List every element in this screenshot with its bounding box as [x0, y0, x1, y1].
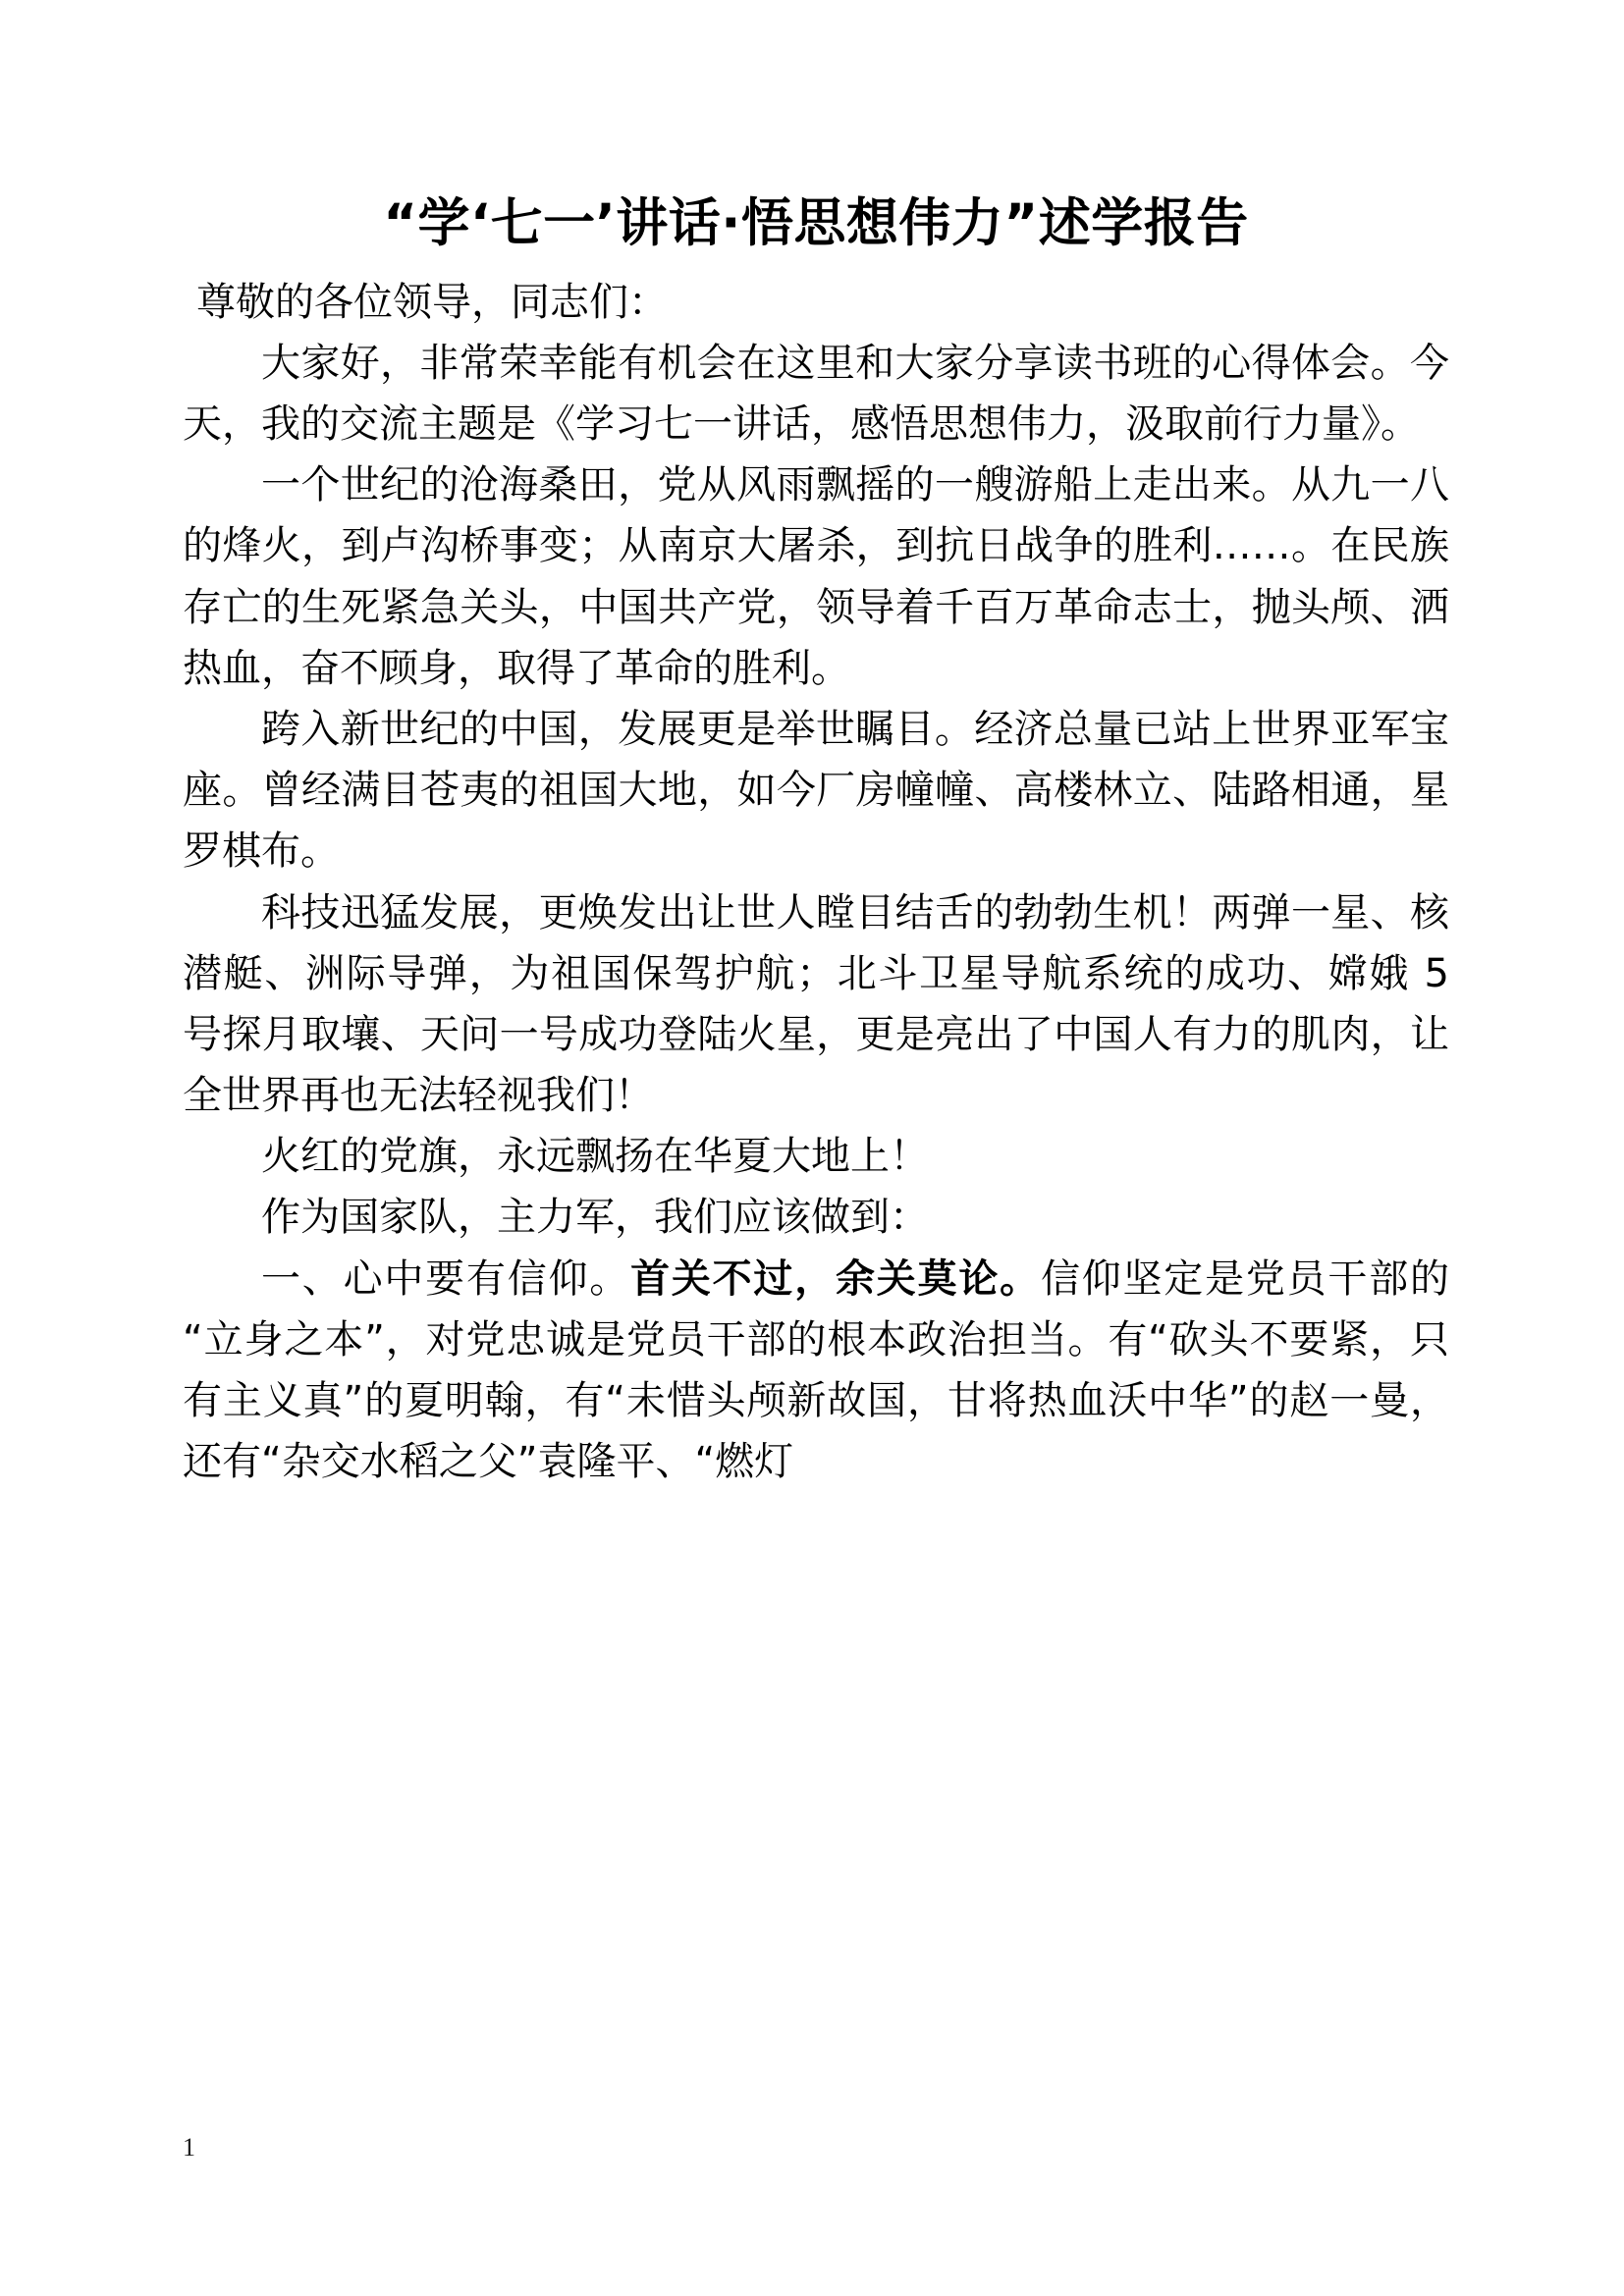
paragraph-century-history: 一个世纪的沧海桑田，党从风雨飘摇的一艘游船上走出来。从九一八的烽火，到卢沟桥事变；从南京大屠杀，到抗日战争的胜利……。在民族存亡的生死紧急关头，中国共产党，领导着千百万革命志士，抛头颅、洒热血，奋不顾身，取得了革命的胜利。 [183, 462, 1449, 691]
paragraph-new-century: 跨入新世纪的中国，发展更是举世瞩目。经济总量已站上世界亚军宝座。曾经满目苍夷的祖国大地，如今厂房幢幢、高楼林立、陆路相通，星罗棋布。 [183, 706, 1449, 875]
text-run-2: 信仰坚定是党员干部的“立身之本”，对党忠诚是党员干部的根本政治担当。有“砍头不要紧，只有主义真”的夏明翰，有“未惜头颅新故国，甘将热血沃中华”的赵一曼，还有“杂交水稻之父”袁隆平、“燃灯 [183, 1255, 1450, 1485]
paragraph-red-flag: 火红的党旗，永远飘扬在华夏大地上！ [261, 1134, 929, 1180]
paragraph-greeting: 大家好，非常荣幸能有机会在这里和大家分享读书班的心得体会。今天，我的交流主题是《学习七一讲话，感悟思想伟力，汲取前行力量》。 [183, 340, 1449, 448]
paragraph-salutation: 尊敬的各位领导，同志们： [196, 279, 668, 325]
document-body [183, 192, 1449, 1492]
text-run-0: 一、心中要有信仰。 [261, 1255, 631, 1302]
page-title: “学‘七一’讲话·悟思想伟力”述学报告 [383, 193, 1249, 253]
paragraph-section-one [183, 1249, 1449, 1493]
paragraph-technology: 科技迅猛发展，更焕发出让世人瞠目结舌的勃勃生机！两弹一星、核潜艇、洲际导弹，为祖国保驾护航；北斗卫星导航系统的成功、嫦娥 5 号探月取壤、天问一号成功登陆火星，更是亮出了中国人有力的肌肉，让全世界再也无法轻视我们！ [183, 889, 1449, 1119]
paragraph-national-team: 作为国家队，主力军，我们应该做到： [261, 1195, 929, 1241]
page-number: 1 [183, 2133, 195, 2162]
text-run-1: 首关不过，余关莫论。 [630, 1255, 1041, 1302]
